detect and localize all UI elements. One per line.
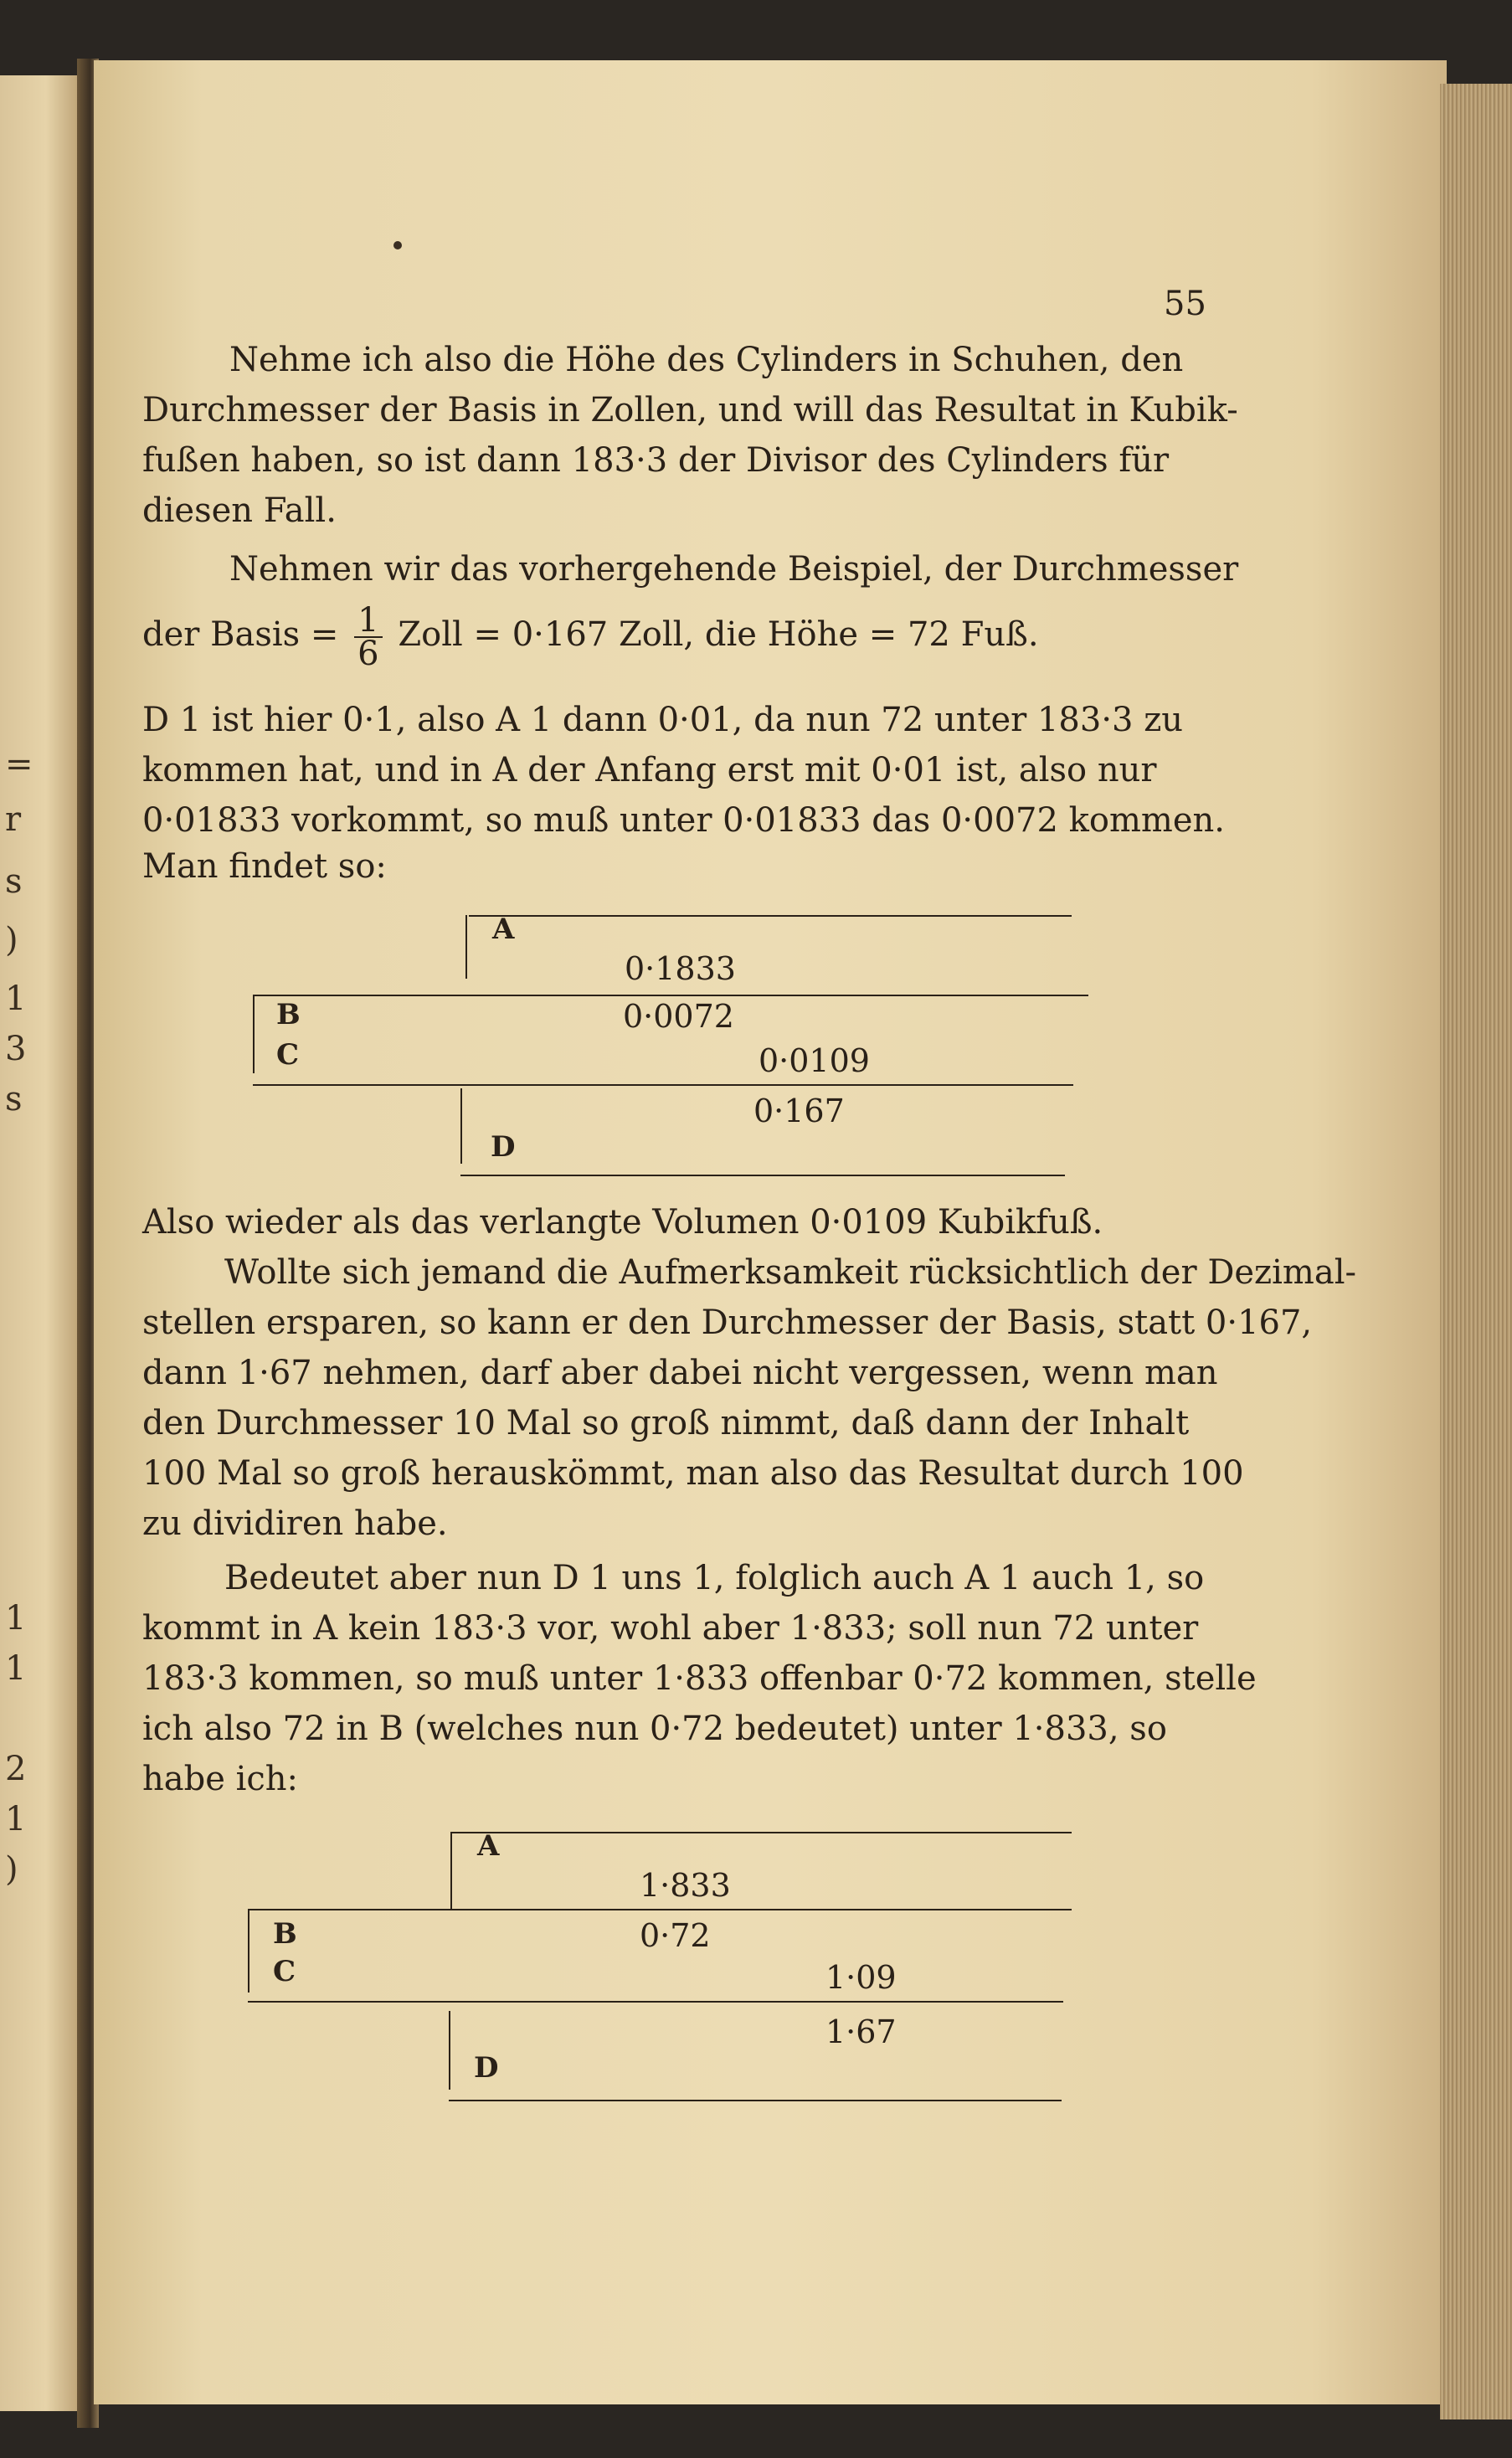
ink-dot: [393, 241, 402, 249]
text-line: Durchmesser der Basis in Zollen, und will das Resultat in Kubik-: [142, 391, 1238, 429]
text-line: Nehmen wir das vorhergehende Beispiel, der Durchmesser: [229, 550, 1239, 589]
text-line: fußen haben, so ist dann 183·3 der Divisor des Cylinders für: [142, 441, 1170, 480]
edge-char: 1: [5, 980, 27, 1018]
text-line: zu dividiren habe.: [142, 1504, 448, 1543]
equation-post: Zoll = 0·167 Zoll, die Höhe = 72 Fuß.: [398, 615, 1039, 654]
text-line: kommt in A kein 183·3 vor, wohl aber 1·833; soll nun 72 unter: [142, 1609, 1199, 1648]
edge-char: s: [5, 1080, 23, 1118]
value-c: 1·09: [825, 1959, 897, 1996]
fraction-denominator: 6: [357, 635, 379, 673]
equation-pre: der Basis =: [142, 615, 339, 654]
rule-line: [253, 995, 1088, 996]
text-line: Nehme ich also die Höhe des Cylinders in Schuhen, den: [229, 341, 1184, 379]
value-c: 0·0109: [759, 1042, 870, 1079]
text-line: diesen Fall.: [142, 491, 337, 530]
edge-char: 1: [5, 1800, 27, 1838]
text-line: D 1 ist hier 0·1, also A 1 dann 0·01, da nun 72 unter 183·3 zu: [142, 701, 1184, 739]
rule-line: [460, 1175, 1065, 1176]
rule-line: [248, 1909, 249, 1993]
text-line: dann 1·67 nehmen, darf aber dabei nicht vergessen, wenn man: [142, 1354, 1218, 1392]
edge-char: 2: [5, 1750, 27, 1788]
value-a: 0·1833: [625, 950, 736, 987]
row-label-c: C: [276, 1038, 300, 1072]
text-line: 183·3 kommen, so muß unter 1·833 offenbar 0·72 kommen, stelle: [142, 1659, 1257, 1698]
text-line: kommen hat, und in A der Anfang erst mit 0·01 ist, also nur: [142, 751, 1157, 789]
value-d: 0·167: [753, 1093, 845, 1129]
value-a: 1·833: [640, 1867, 731, 1904]
rule-line: [452, 1832, 1072, 1833]
rule-line: [449, 2011, 450, 2090]
page-number: 55: [1164, 285, 1206, 323]
text-line: Man findet so:: [142, 847, 387, 886]
rule-line: [253, 1084, 1073, 1086]
rule-line: [465, 915, 467, 979]
row-label-a: A: [477, 1829, 500, 1863]
rule-line: [469, 915, 1072, 917]
text-line: stellen ersparen, so kann er den Durchmesser der Basis, statt 0·167,: [142, 1304, 1313, 1342]
left-page-edge: [0, 75, 84, 2411]
row-label-d: D: [491, 1130, 516, 1164]
edge-char: r: [5, 800, 22, 839]
text-line: den Durchmesser 10 Mal so groß nimmt, daß dann der Inhalt: [142, 1404, 1190, 1442]
edge-char: 3: [5, 1030, 27, 1068]
edge-char: ): [5, 921, 18, 959]
fraction: [354, 601, 382, 673]
row-label-d: D: [474, 2051, 499, 2085]
text-line: habe ich:: [142, 1760, 299, 1798]
text-line: Also wieder als das verlangte Volumen 0·0109 Kubikfuß.: [142, 1203, 1103, 1242]
rule-line: [460, 1088, 462, 1164]
value-d: 1·67: [825, 2013, 897, 2050]
fraction-numerator: 1: [354, 604, 382, 638]
rule-line: [449, 2100, 1062, 2101]
row-label-b: B: [273, 1917, 297, 1951]
rule-line: [450, 1832, 452, 1909]
text-line: 0·01833 vorkommt, so muß unter 0·01833 das 0·0072 kommen.: [142, 801, 1225, 840]
text-line: Bedeutet aber nun D 1 uns 1, folglich auch A 1 auch 1, so: [224, 1559, 1205, 1597]
text-line: 100 Mal so groß herauskömmt, man also das Resultat durch 100: [142, 1454, 1244, 1493]
edge-char: 1: [5, 1599, 27, 1638]
row-label-c: C: [273, 1955, 296, 1988]
value-b: 0·0072: [623, 998, 734, 1035]
value-b: 0·72: [640, 1917, 711, 1954]
row-label-b: B: [276, 998, 301, 1031]
edge-char: 1: [5, 1649, 27, 1688]
rule-line: [248, 1909, 1072, 1910]
text-line: Wollte sich jemand die Aufmerksamkeit rücksichtlich der Dezimal-: [224, 1253, 1357, 1292]
equation-line: [142, 601, 1206, 673]
rule-line: [248, 2001, 1063, 2003]
row-label-a: A: [492, 913, 515, 946]
edge-char: =: [5, 745, 33, 784]
rule-line: [253, 995, 255, 1073]
text-line: ich also 72 in B (welches nun 0·72 bedeutet) unter 1·833, so: [142, 1710, 1167, 1748]
edge-char: s: [5, 862, 23, 901]
page-stack-edge: [1440, 84, 1512, 2419]
edge-char: ): [5, 1850, 18, 1889]
